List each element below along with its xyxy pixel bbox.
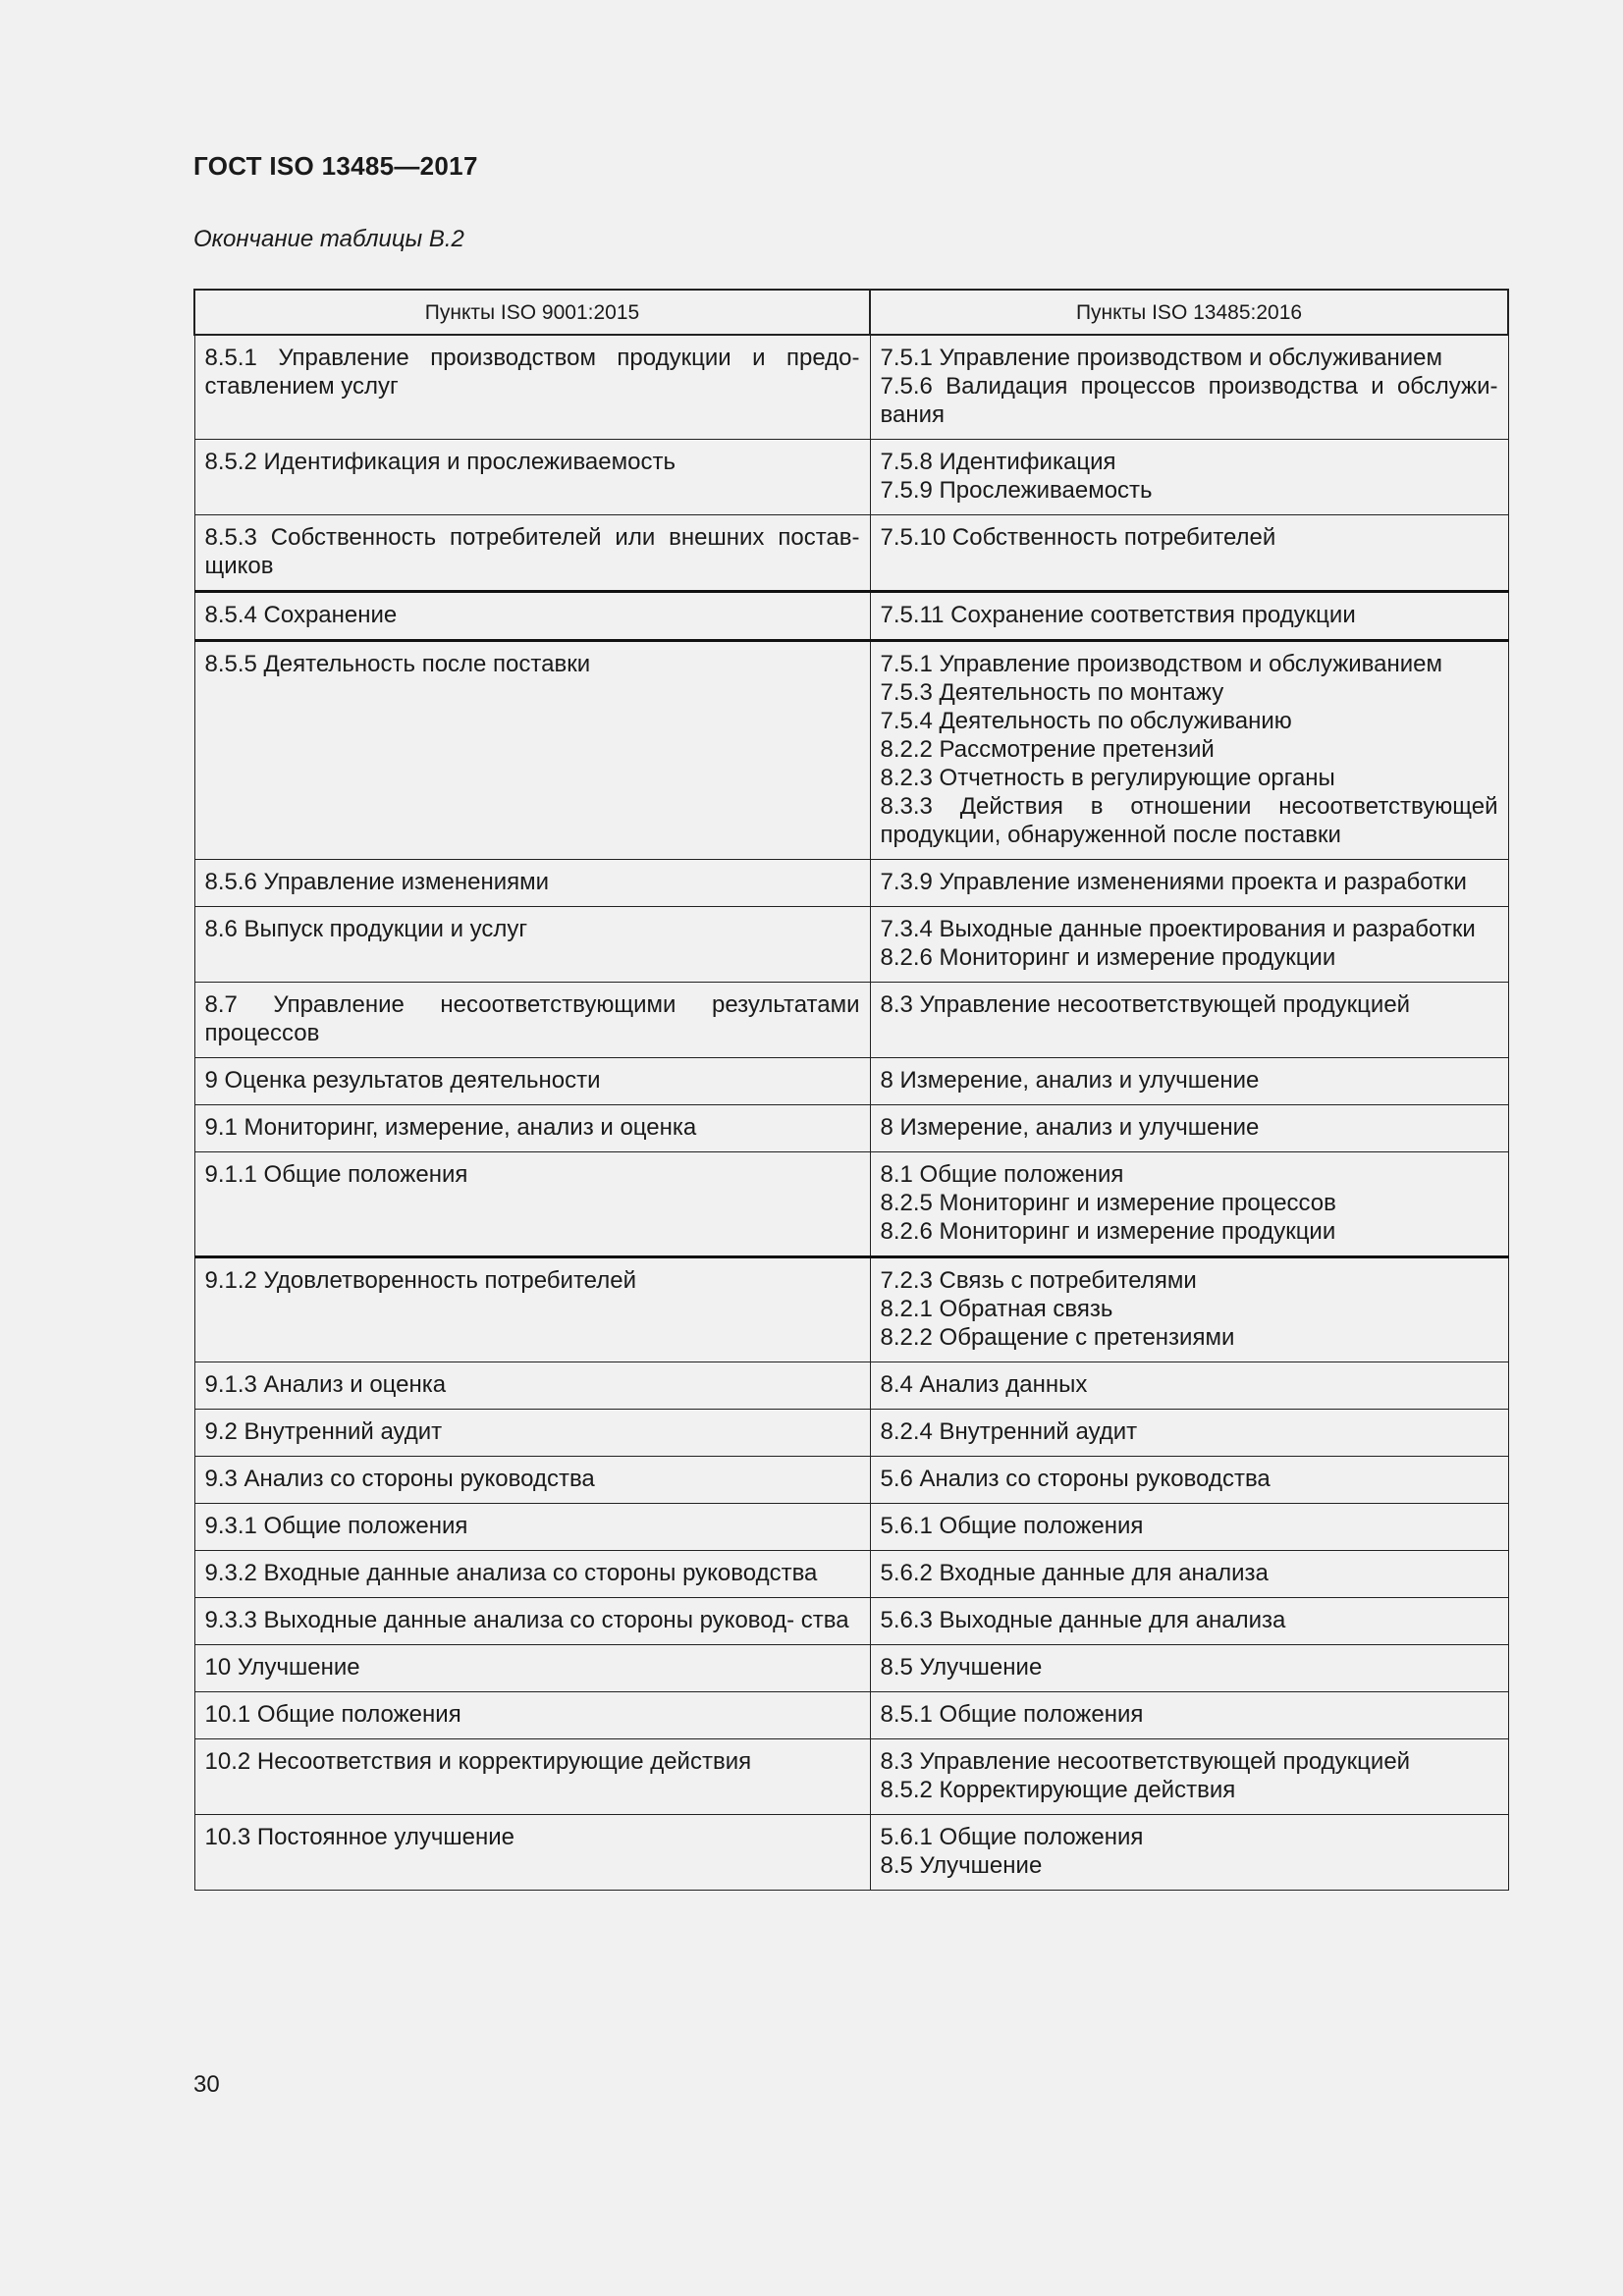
- iso9001-cell: [194, 1504, 870, 1551]
- table-row: [194, 1645, 1508, 1692]
- clause-entry: 7.3.4 Выходные данные проектирования и разработки: [880, 916, 1476, 942]
- iso13485-cell: [870, 1152, 1508, 1257]
- clause-entry: 9.1.1 Общие положения: [204, 1161, 468, 1188]
- iso9001-cell: [194, 515, 870, 592]
- table-row: [194, 1257, 1508, 1362]
- table-row: [194, 1815, 1508, 1891]
- clause-entry: 8.5.1 Управление производством продукции и предо- ставлением услуг: [204, 345, 860, 400]
- iso9001-cell: [194, 907, 870, 983]
- clause-entry: 8.2.2 Рассмотрение претензий: [880, 736, 1215, 763]
- iso9001-cell: [194, 1551, 870, 1598]
- clause-entry: 8.5.6 Управление изменениями: [204, 869, 550, 895]
- table-body: [194, 335, 1508, 1891]
- table-header-row: [194, 290, 1508, 335]
- table-row: [194, 1551, 1508, 1598]
- clause-entry: 9.1.2 Удовлетворенность потребителей: [204, 1267, 636, 1294]
- iso9001-cell: [194, 1152, 870, 1257]
- iso13485-cell: [870, 1504, 1508, 1551]
- clause-entry: 8.5.3 Собственность потребителей или внешних постав- щиков: [204, 524, 860, 579]
- clause-entry: 9.2 Внутренний аудит: [204, 1418, 443, 1445]
- iso13485-cell: [870, 907, 1508, 983]
- clause-entry: 9.1.3 Анализ и оценка: [204, 1371, 447, 1398]
- column-header-iso13485: Пункты ISO 13485:2016: [870, 290, 1508, 335]
- iso13485-cell: [870, 1058, 1508, 1105]
- clause-entry: 10.3 Постоянное улучшение: [204, 1824, 515, 1850]
- clause-entry: 8.2.6 Мониторинг и измерение продукции: [880, 1218, 1336, 1245]
- clause-entry: 10.2 Несоответствия и корректирующие действия: [204, 1748, 752, 1775]
- iso9001-cell: [194, 641, 870, 860]
- document-header-title: ГОСТ ISO 13485—2017: [193, 151, 478, 181]
- clause-entry: 9 Оценка результатов деятельности: [204, 1067, 601, 1094]
- clause-entry: 7.2.3 Связь с потребителями: [880, 1267, 1197, 1294]
- clause-entry: 8.2.2 Обращение с претензиями: [880, 1324, 1235, 1351]
- iso9001-cell: [194, 1739, 870, 1815]
- iso13485-cell: [870, 983, 1508, 1058]
- column-header-iso9001: Пункты ISO 9001:2015: [194, 290, 870, 335]
- clause-entry: 9.3.3 Выходные данные анализа со стороны руковод- ства: [204, 1607, 849, 1633]
- clause-entry: 10.1 Общие положения: [204, 1701, 461, 1728]
- clause-entry: 8 Измерение, анализ и улучшение: [880, 1067, 1260, 1094]
- table-row: [194, 1692, 1508, 1739]
- iso9001-cell: [194, 1457, 870, 1504]
- iso13485-cell: [870, 1410, 1508, 1457]
- iso13485-cell: [870, 1598, 1508, 1645]
- clause-entry: 8.1 Общие положения: [880, 1161, 1124, 1188]
- clause-entry: 8.2.5 Мониторинг и измерение процессов: [880, 1190, 1336, 1216]
- table-row: [194, 592, 1508, 641]
- clause-entry: 5.6 Анализ со стороны руководства: [880, 1466, 1271, 1492]
- table-row: [194, 440, 1508, 515]
- clause-entry: 5.6.2 Входные данные для анализа: [880, 1560, 1269, 1586]
- iso9001-cell: [194, 1598, 870, 1645]
- iso13485-cell: [870, 335, 1508, 440]
- iso13485-cell: [870, 515, 1508, 592]
- clause-entry: 8.2.3 Отчетность в регулирующие органы: [880, 765, 1335, 791]
- correspondence-table: [193, 289, 1509, 1891]
- clause-entry: 8.5.4 Сохранение: [204, 602, 398, 628]
- table-row: [194, 1058, 1508, 1105]
- clause-entry: 7.5.3 Деятельность по монтажу: [880, 679, 1224, 706]
- clause-entry: 8.3.3 Действия в отношении несоответствующей продукции, обнаруженной после поставки: [880, 793, 1498, 848]
- table-row: [194, 335, 1508, 440]
- table-row: [194, 860, 1508, 907]
- table-row: [194, 1152, 1508, 1257]
- iso13485-cell: [870, 1645, 1508, 1692]
- clause-entry: 8.7 Управление несоответствующими результатами процессов: [204, 991, 860, 1046]
- clause-entry: 8.5 Улучшение: [880, 1654, 1043, 1681]
- iso9001-cell: [194, 1410, 870, 1457]
- table-row: [194, 1410, 1508, 1457]
- iso13485-cell: [870, 1362, 1508, 1410]
- iso9001-cell: [194, 983, 870, 1058]
- clause-entry: 8.2.4 Внутренний аудит: [880, 1418, 1138, 1445]
- clause-entry: 8.6 Выпуск продукции и услуг: [204, 916, 528, 942]
- iso9001-cell: [194, 860, 870, 907]
- iso13485-cell: [870, 641, 1508, 860]
- iso13485-cell: [870, 1739, 1508, 1815]
- iso9001-cell: [194, 335, 870, 440]
- clause-entry: 8.5.2 Идентификация и прослеживаемость: [204, 449, 676, 475]
- table-row: [194, 1362, 1508, 1410]
- clause-entry: 8.5.5 Деятельность после поставки: [204, 651, 591, 677]
- table-row: [194, 1457, 1508, 1504]
- clause-entry: 8.5.1 Общие положения: [880, 1701, 1144, 1728]
- iso13485-cell: [870, 1457, 1508, 1504]
- iso9001-cell: [194, 1058, 870, 1105]
- clause-entry: 7.3.9 Управление изменениями проекта и разработки: [880, 869, 1467, 895]
- iso9001-cell: [194, 1692, 870, 1739]
- iso13485-cell: [870, 440, 1508, 515]
- clause-entry: 8.2.1 Обратная связь: [880, 1296, 1113, 1322]
- clause-entry: 8.4 Анализ данных: [880, 1371, 1088, 1398]
- table-row: [194, 515, 1508, 592]
- iso13485-cell: [870, 592, 1508, 641]
- table-row: [194, 1105, 1508, 1152]
- table-row: [194, 1504, 1508, 1551]
- clause-entry: 9.3.2 Входные данные анализа со стороны руководства: [204, 1560, 818, 1586]
- clause-entry: 8 Измерение, анализ и улучшение: [880, 1114, 1260, 1141]
- table-row: [194, 907, 1508, 983]
- clause-entry: 8.5.2 Корректирующие действия: [880, 1777, 1236, 1803]
- table-row: [194, 983, 1508, 1058]
- clause-entry: 7.5.8 Идентификация: [880, 449, 1116, 475]
- clause-entry: 9.1 Мониторинг, измерение, анализ и оценка: [204, 1114, 697, 1141]
- page-number: 30: [193, 2071, 220, 2098]
- iso13485-cell: [870, 1692, 1508, 1739]
- iso9001-cell: [194, 1105, 870, 1152]
- iso9001-cell: [194, 1362, 870, 1410]
- iso9001-cell: [194, 1645, 870, 1692]
- iso9001-cell: [194, 1257, 870, 1362]
- table-caption: Окончание таблицы В.2: [193, 226, 464, 252]
- iso9001-cell: [194, 592, 870, 641]
- table-row: [194, 1598, 1508, 1645]
- iso13485-cell: [870, 1815, 1508, 1891]
- table-row: [194, 1739, 1508, 1815]
- clause-entry: 7.5.10 Собственность потребителей: [880, 524, 1276, 551]
- clause-entry: 7.5.9 Прослеживаемость: [880, 477, 1153, 504]
- clause-entry: 7.5.4 Деятельность по обслуживанию: [880, 708, 1292, 734]
- iso13485-cell: [870, 1551, 1508, 1598]
- iso13485-cell: [870, 860, 1508, 907]
- iso13485-cell: [870, 1257, 1508, 1362]
- clause-entry: 5.6.1 Общие положения: [880, 1824, 1144, 1850]
- iso13485-cell: [870, 1105, 1508, 1152]
- clause-entry: 7.5.1 Управление производством и обслуживанием: [880, 345, 1442, 371]
- clause-entry: 5.6.3 Выходные данные для анализа: [880, 1607, 1286, 1633]
- table-row: [194, 641, 1508, 860]
- clause-entry: 7.5.1 Управление производством и обслуживанием: [880, 651, 1442, 677]
- clause-entry: 10 Улучшение: [204, 1654, 360, 1681]
- clause-entry: 9.3 Анализ со стороны руководства: [204, 1466, 595, 1492]
- clause-entry: 5.6.1 Общие положения: [880, 1513, 1144, 1539]
- iso9001-cell: [194, 440, 870, 515]
- clause-entry: 8.5 Улучшение: [880, 1852, 1043, 1879]
- clause-entry: 9.3.1 Общие положения: [204, 1513, 468, 1539]
- clause-entry: 8.3 Управление несоответствующей продукцией: [880, 1748, 1411, 1775]
- clause-entry: 7.5.6 Валидация процессов производства и обслужи- вания: [880, 373, 1498, 428]
- iso9001-cell: [194, 1815, 870, 1891]
- clause-entry: 8.2.6 Мониторинг и измерение продукции: [880, 944, 1336, 971]
- clause-entry: 8.3 Управление несоответствующей продукцией: [880, 991, 1411, 1018]
- clause-entry: 7.5.11 Сохранение соответствия продукции: [880, 602, 1356, 628]
